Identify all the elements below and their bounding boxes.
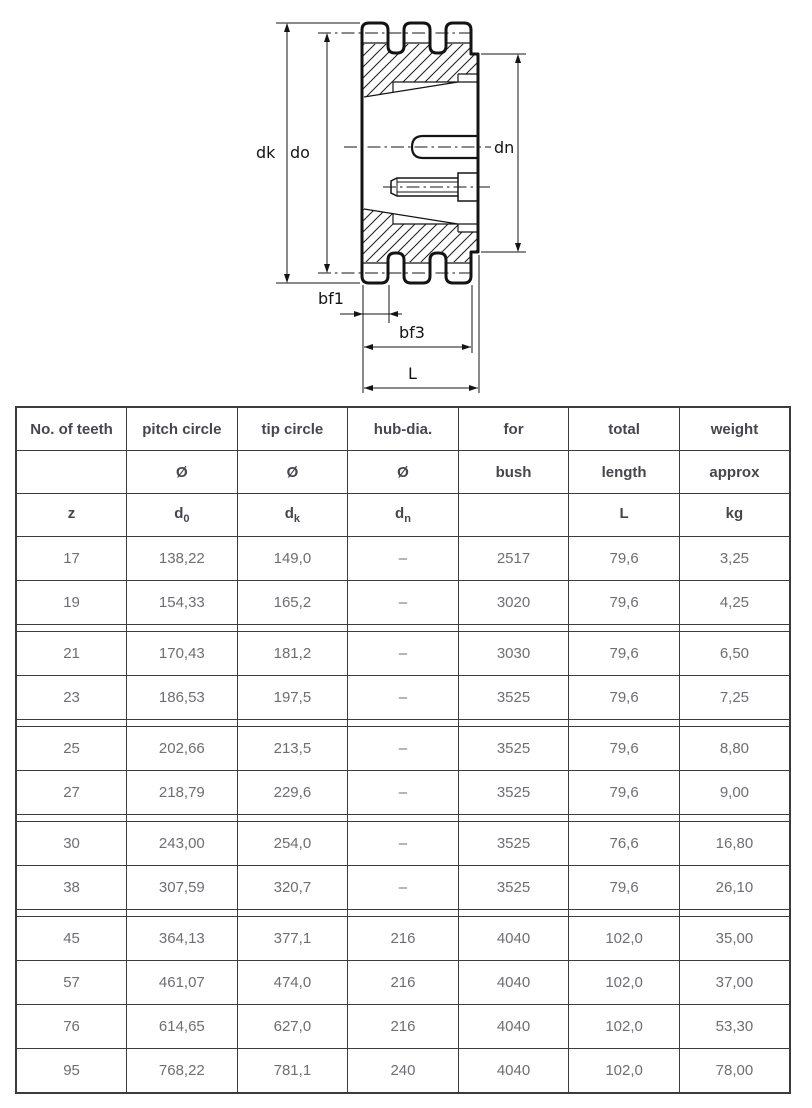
- spec-table: [15, 406, 791, 1094]
- separator-cell: [237, 625, 348, 632]
- table-cell: –: [348, 632, 459, 676]
- spec-table-body: [16, 537, 790, 1094]
- table-cell: 102,0: [569, 917, 680, 961]
- table-cell: 3,25: [679, 537, 790, 581]
- table-cell: 76: [16, 1005, 127, 1049]
- header-cell-pitch-circle: pitch circle: [127, 407, 238, 451]
- header-cell-diameter-symbol: Ø: [127, 451, 238, 494]
- dim-label-bf1: bf1: [318, 289, 344, 308]
- separator-cell: [679, 720, 790, 727]
- table-cell: 3525: [458, 676, 569, 720]
- table-cell: 9,00: [679, 771, 790, 815]
- header-cell-weight: weight: [679, 407, 790, 451]
- separator-cell: [679, 815, 790, 822]
- separator-cell: [16, 815, 127, 822]
- dim-do-arrow-top: [324, 33, 330, 42]
- header-cell-diameter-symbol: Ø: [348, 451, 459, 494]
- table-cell: 781,1: [237, 1049, 348, 1094]
- table-cell: 78,00: [679, 1049, 790, 1094]
- table-cell: 138,22: [127, 537, 238, 581]
- table-cell: 17: [16, 537, 127, 581]
- table-cell: 218,79: [127, 771, 238, 815]
- table-row: [16, 537, 790, 581]
- separator-cell: [237, 720, 348, 727]
- header-cell-kg: kg: [679, 494, 790, 537]
- table-cell: 3030: [458, 632, 569, 676]
- header-cell-blank: [16, 451, 127, 494]
- table-cell: 3525: [458, 866, 569, 910]
- table-cell: 102,0: [569, 1005, 680, 1049]
- table-row: [16, 1049, 790, 1094]
- table-row: [16, 581, 790, 625]
- header-cell-dk: $d_k$: [237, 494, 348, 537]
- table-cell: 37,00: [679, 961, 790, 1005]
- header-cell-bush: bush: [458, 451, 569, 494]
- separator-cell: [569, 910, 680, 917]
- dim-bf3-arrow-left: [364, 344, 373, 350]
- dim-bf3-arrow-right: [462, 344, 471, 350]
- table-cell: 154,33: [127, 581, 238, 625]
- separator-cell: [569, 625, 680, 632]
- table-cell: 79,6: [569, 676, 680, 720]
- table-cell: 26,10: [679, 866, 790, 910]
- header-cell-dn: $d_n$: [348, 494, 459, 537]
- table-cell: 4,25: [679, 581, 790, 625]
- table-cell: –: [348, 676, 459, 720]
- table-cell: 614,65: [127, 1005, 238, 1049]
- separator-cell: [16, 910, 127, 917]
- table-cell: 186,53: [127, 676, 238, 720]
- table-cell: 768,22: [127, 1049, 238, 1094]
- header-cell-total: total: [569, 407, 680, 451]
- table-cell: 102,0: [569, 961, 680, 1005]
- separator-cell: [458, 720, 569, 727]
- table-cell: 2517: [458, 537, 569, 581]
- separator-cell: [237, 910, 348, 917]
- table-cell: –: [348, 822, 459, 866]
- table-cell: 3525: [458, 727, 569, 771]
- separator-cell: [127, 720, 238, 727]
- header-cell-length: length: [569, 451, 680, 494]
- table-cell: 216: [348, 917, 459, 961]
- table-row: [16, 676, 790, 720]
- table-cell: 627,0: [237, 1005, 348, 1049]
- table-cell: 79,6: [569, 581, 680, 625]
- table-cell: 8,80: [679, 727, 790, 771]
- table-cell: –: [348, 771, 459, 815]
- table-cell: 21: [16, 632, 127, 676]
- dim-bf1-arrow-left: [354, 311, 363, 317]
- table-cell: 25: [16, 727, 127, 771]
- header-cell-hub-dia: hub-dia.: [348, 407, 459, 451]
- table-row: [16, 632, 790, 676]
- dim-L-arrow-left: [364, 385, 373, 391]
- separator-cell: [458, 815, 569, 822]
- header-cell-L: L: [569, 494, 680, 537]
- separator-cell: [569, 720, 680, 727]
- table-cell: 4040: [458, 1005, 569, 1049]
- table-cell: 35,00: [679, 917, 790, 961]
- table-cell: 165,2: [237, 581, 348, 625]
- table-cell: 243,00: [127, 822, 238, 866]
- table-row: [16, 1005, 790, 1049]
- table-cell: –: [348, 866, 459, 910]
- dim-bf1: [340, 285, 402, 393]
- table-cell: 23: [16, 676, 127, 720]
- table-cell: 307,59: [127, 866, 238, 910]
- header-cell-tip-circle: tip circle: [237, 407, 348, 451]
- table-cell: 27: [16, 771, 127, 815]
- table-cell: 38: [16, 866, 127, 910]
- header-cell-blank2: [458, 494, 569, 537]
- group-separator-row: [16, 720, 790, 727]
- header-cell-z: z: [16, 494, 127, 537]
- table-cell: –: [348, 727, 459, 771]
- separator-cell: [348, 910, 459, 917]
- header-cell-approx: approx: [679, 451, 790, 494]
- table-cell: 461,07: [127, 961, 238, 1005]
- table-cell: 474,0: [237, 961, 348, 1005]
- table-cell: 3525: [458, 822, 569, 866]
- table-cell: 79,6: [569, 771, 680, 815]
- table-cell: 3020: [458, 581, 569, 625]
- table-row: [16, 866, 790, 910]
- table-cell: 79,6: [569, 537, 680, 581]
- table-cell: 79,6: [569, 727, 680, 771]
- table-cell: 16,80: [679, 822, 790, 866]
- separator-cell: [569, 815, 680, 822]
- dim-do-arrow-bottom: [324, 264, 330, 273]
- dim-label-do: do: [290, 143, 310, 162]
- table-cell: 6,50: [679, 632, 790, 676]
- table-cell: 4040: [458, 1049, 569, 1094]
- sprocket-technical-drawing: [0, 0, 812, 402]
- separator-cell: [679, 625, 790, 632]
- table-cell: –: [348, 537, 459, 581]
- separator-cell: [237, 815, 348, 822]
- dim-dn-arrow-bottom: [515, 243, 521, 252]
- dim-label-bf3: bf3: [399, 323, 425, 342]
- dim-dn-arrow-top: [515, 54, 521, 63]
- table-cell: 102,0: [569, 1049, 680, 1094]
- dim-dk: [276, 23, 360, 283]
- header-row-2: [16, 451, 790, 494]
- table-cell: 320,7: [237, 866, 348, 910]
- table-cell: 4040: [458, 961, 569, 1005]
- table-cell: 76,6: [569, 822, 680, 866]
- separator-cell: [348, 625, 459, 632]
- group-separator-row: [16, 910, 790, 917]
- table-cell: 45: [16, 917, 127, 961]
- table-cell: 79,6: [569, 866, 680, 910]
- header-cell-diameter-symbol: Ø: [237, 451, 348, 494]
- group-separator-row: [16, 815, 790, 822]
- header-cell-d0: $d_0$: [127, 494, 238, 537]
- table-cell: 30: [16, 822, 127, 866]
- header-row-1: [16, 407, 790, 451]
- dim-bf3: [364, 285, 472, 353]
- table-cell: –: [348, 581, 459, 625]
- dim-dk-arrow-bottom: [284, 274, 290, 283]
- table-cell: 149,0: [237, 537, 348, 581]
- dim-label-L: L: [408, 364, 417, 383]
- table-row: [16, 961, 790, 1005]
- separator-cell: [348, 815, 459, 822]
- table-cell: 202,66: [127, 727, 238, 771]
- table-cell: 170,43: [127, 632, 238, 676]
- spec-table-header: [16, 407, 790, 537]
- table-cell: 95: [16, 1049, 127, 1094]
- table-row: [16, 822, 790, 866]
- header-cell-no-of-teeth: No. of teeth: [16, 407, 127, 451]
- table-cell: 19: [16, 581, 127, 625]
- separator-cell: [348, 720, 459, 727]
- table-cell: 3525: [458, 771, 569, 815]
- table-cell: 57: [16, 961, 127, 1005]
- header-cell-for: for: [458, 407, 569, 451]
- separator-cell: [127, 625, 238, 632]
- table-cell: 240: [348, 1049, 459, 1094]
- table-cell: 7,25: [679, 676, 790, 720]
- table-cell: 4040: [458, 917, 569, 961]
- table-cell: 79,6: [569, 632, 680, 676]
- table-cell: 53,30: [679, 1005, 790, 1049]
- separator-cell: [458, 625, 569, 632]
- table-cell: 254,0: [237, 822, 348, 866]
- table-cell: 229,6: [237, 771, 348, 815]
- table-cell: 216: [348, 1005, 459, 1049]
- separator-cell: [16, 625, 127, 632]
- table-cell: 181,2: [237, 632, 348, 676]
- dim-label-dk: dk: [256, 143, 276, 162]
- table-cell: 216: [348, 961, 459, 1005]
- table-row: [16, 727, 790, 771]
- separator-cell: [127, 910, 238, 917]
- dim-bf1-arrow-right: [389, 311, 398, 317]
- table-row: [16, 771, 790, 815]
- separator-cell: [16, 720, 127, 727]
- table-cell: 377,1: [237, 917, 348, 961]
- dim-L-arrow-right: [469, 385, 478, 391]
- header-row-3: [16, 494, 790, 537]
- dim-dk-arrow-top: [284, 23, 290, 32]
- group-separator-row: [16, 625, 790, 632]
- sprocket-drawing-svg: [0, 0, 812, 402]
- separator-cell: [127, 815, 238, 822]
- table-cell: 197,5: [237, 676, 348, 720]
- table-cell: 213,5: [237, 727, 348, 771]
- table-cell: 364,13: [127, 917, 238, 961]
- separator-cell: [679, 910, 790, 917]
- dim-label-dn: dn: [494, 138, 515, 157]
- table-row: [16, 917, 790, 961]
- separator-cell: [458, 910, 569, 917]
